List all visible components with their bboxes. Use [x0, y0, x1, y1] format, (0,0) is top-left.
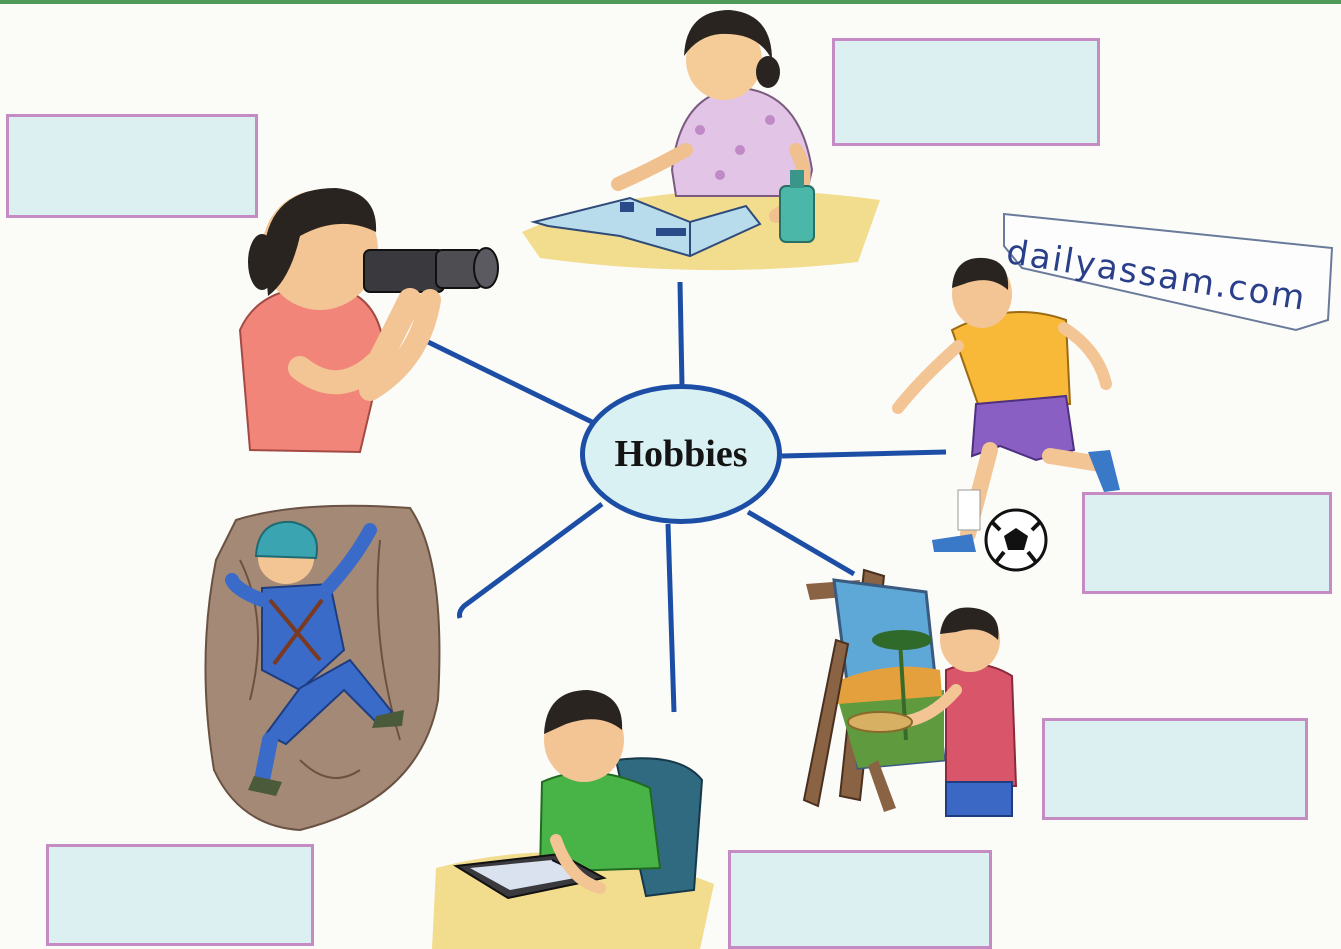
answer-box-painting[interactable]: [1042, 718, 1308, 820]
spoke-computer: [668, 524, 674, 712]
hobbies-hub: [580, 384, 782, 524]
photographer-illustration: [240, 188, 498, 452]
answer-box-photography[interactable]: [6, 114, 258, 218]
spoke-football: [782, 452, 946, 456]
spoke-climbing: [460, 504, 603, 618]
answer-box-climbing[interactable]: [46, 844, 314, 946]
hub-label: Hobbies: [614, 433, 748, 475]
spoke-photography: [424, 340, 592, 422]
watermark-text: dailyassam.com: [1003, 232, 1310, 319]
spoke-painting: [748, 512, 854, 574]
computer-boy-illustration: [432, 690, 714, 949]
reading-girl-illustration: [522, 10, 880, 270]
painter-boy-illustration: [804, 570, 1016, 816]
watermark: [1000, 212, 1330, 324]
spoke-reading: [680, 282, 682, 386]
answer-box-computer[interactable]: [728, 850, 992, 949]
answer-box-reading[interactable]: [832, 38, 1100, 146]
answer-box-football[interactable]: [1082, 492, 1332, 594]
rock-climber-illustration: [205, 506, 439, 830]
